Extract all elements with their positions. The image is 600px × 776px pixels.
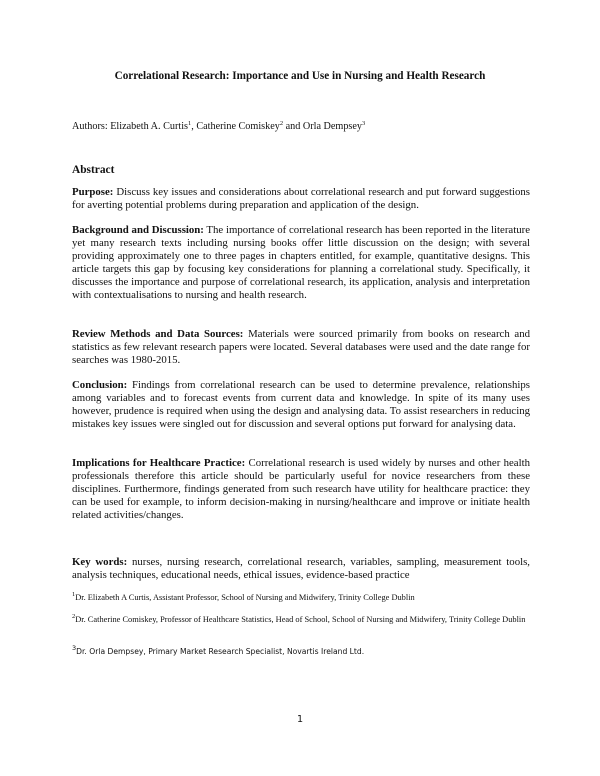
authors-line [72, 120, 365, 134]
author-separator: , [191, 121, 197, 132]
conclusion-paragraph [72, 379, 530, 431]
footnote-text: Dr. Catherine Comiskey, Professor of Healthcare Statistics, Head of School, School of Nursing and Midwifery, Trinity College Dublin [75, 615, 526, 624]
review-methods-paragraph [72, 328, 530, 367]
paper-title: Correlational Research: Importance and Use in Nursing and Health Research [114, 70, 486, 82]
review-methods-label: Review Methods and Data Sources: [72, 328, 244, 340]
purpose-label: Purpose: [72, 186, 114, 198]
conclusion-label: Conclusion: [72, 379, 128, 391]
footnote-marker: 2 [72, 613, 76, 620]
implications-paragraph [72, 457, 530, 522]
conclusion-text: Findings from correlational research can be used to determine prevalence, relationships among variables and to forecast events from current data and knowledge. In spite of its many uses however, prudence is required when using the design and analysing data. To assist researchers in reducing mistakes key issues were singled out for discussion and several options put forward for analysing data. [72, 379, 530, 430]
footnote-marker: 1 [72, 591, 76, 598]
abstract-heading: Abstract [72, 164, 115, 176]
author-affiliation-marker: 2 [279, 120, 284, 127]
implications-text: Correlational research is used widely by nurses and other health professionals therefore this article should be particularly useful for novice researchers from these disciplines. Furthermore, findings generated from such research have utility for healthcare practice: they can be used for example, to inform decision-making in nursing/healthcare and improve or initiate health related activities/changes. [72, 457, 530, 521]
purpose-text: Discuss key issues and considerations about correlational research and put forward suggestions for averting potential problems during preparation and application of the design. [72, 186, 530, 211]
page-number: 1 [296, 714, 304, 725]
background-text: The importance of correlational research has been reported in the literature yet many research texts including nursing books offer little discussion on the design; with several providing approximately one to three pages in chapters entitled, for example, quantitative designs. This article targets this gap by focusing key considerations for planning a correlational study. Specifically, it discusses the importance and purpose of correlational research, its application, analysis and interpretation with contextualisations to nursing and health research. [72, 224, 530, 301]
keywords-label: Key words: [72, 556, 128, 568]
background-paragraph [72, 224, 530, 301]
review-methods-text: Materials were sourced primarily from books on research and statistics as few relevant research papers were located. Several databases were used and the date range for searches was 1980-2015. [72, 328, 530, 366]
authors-prefix: Authors: [72, 121, 111, 132]
implications-label: Implications for Healthcare Practice: [72, 457, 246, 469]
author-affiliation-marker: 3 [362, 120, 366, 127]
purpose-paragraph [72, 186, 530, 212]
author-name: Catherine Comiskey [196, 121, 280, 132]
keywords-paragraph [72, 556, 530, 582]
footnote-text: Dr. Orla Dempsey, Primary Market Research Specialist, Novartis Ireland Ltd. [76, 647, 365, 656]
author-name: Elizabeth A. Curtis [110, 121, 189, 132]
author-name: Orla Dempsey [302, 121, 363, 132]
author-affiliation-marker: 1 [188, 120, 192, 127]
footnote-marker: 3 [72, 644, 77, 652]
footnote-text: Dr. Elizabeth A Curtis, Assistant Professor, School of Nursing and Midwifery, Trinity College Dublin [75, 593, 415, 602]
footnote [72, 592, 530, 603]
footnote [72, 646, 530, 657]
background-label: Background and Discussion: [72, 224, 204, 236]
author-separator: and [283, 121, 303, 132]
keywords-text: nurses, nursing research, correlational research, variables, sampling, measurement tools, analysis techniques, educational needs, ethical issues, evidence-based practice [72, 556, 530, 581]
footnote [72, 614, 530, 625]
